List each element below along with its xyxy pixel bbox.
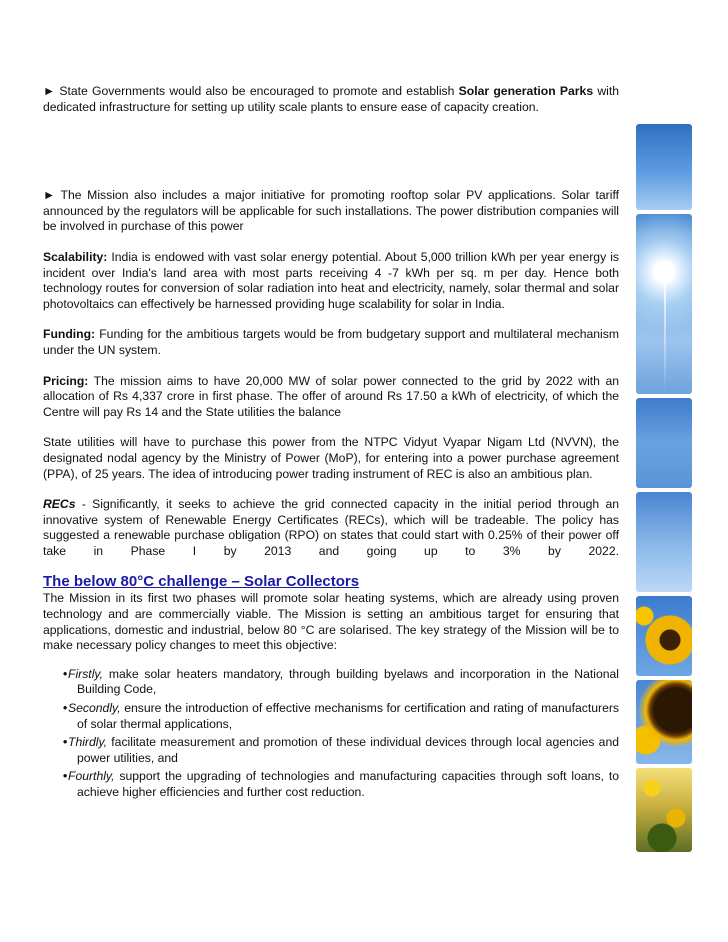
para-funding: Funding: Funding for the ambitious targets would be from budgetary support and multilateral mechanism under the UN system. bbox=[43, 327, 620, 357]
para-section-intro: The Mission in its first two phases will promote solar heating systems, which are already using proven technology and are commercially viable. The Mission is setting an ambitious target for ensuring that applications, domestic and industrial, below 80 °C are solarised. The key strategy of the Mission will be to make necessary policy changes to meet this objective: bbox=[43, 591, 619, 653]
list-item: • Secondly, ensure the introduction of effective mechanisms for certification and rating of manufacturers of solar thermal applications, bbox=[63, 701, 619, 731]
sunflower-photo-tile bbox=[636, 680, 692, 764]
list-item: • Fourthly, support the upgrading of technologies and manufacturing capacities through soft loans, to achieve higher efficiencies and further cost reduction. bbox=[63, 769, 619, 799]
section-heading-solar-collectors[interactable]: The below 80°C challenge – Solar Collectors bbox=[43, 573, 360, 591]
para-pricing: Pricing: The mission aims to have 20,000 MW of solar power connected to the grid by 2022 with an allocation of Rs 4,337 crore in first phase. The offer of around Rs 17.50 a kWh of electricity, of which the Centre will pay Rs 14 and the State utilities the balance bbox=[43, 373, 619, 419]
list-item: • Thirdly, facilitate measurement and promotion of these individual devices through local agencies and power utilities, and bbox=[63, 735, 619, 765]
para-scalability: Scalability: India is endowed with vast solar energy potential. About 5,000 trillion kWh per year energy is incident over India's land area with most parts receiving 4 -7 kWh per sq. m per day. Hence both technology routes for conversion of solar radiation into heat and electricity, namely, solar thermal and solar photovoltaics can effectively be harnessed providing huge scalability for solar in India. bbox=[43, 249, 619, 311]
sun-flare-decoration bbox=[664, 274, 666, 394]
arrow-bullet-icon: ► bbox=[43, 188, 56, 203]
para-state-utilities: State utilities will have to purchase this power from the NTPC Vidyut Vyapar Nigam Ltd (NVVN), the designated nodal agency by the Ministry of Power (MoP), for entering into a power purchase agreement (PPA), of 25 years. The idea of introducing power trading instrument of REC is also an ambitious plan. bbox=[43, 435, 619, 481]
sky-photo-tile bbox=[636, 124, 692, 210]
para-rooftop: ► The Mission also includes a major initiative for promoting rooftop solar PV applications. Solar tariff announced by the regulators will be applicable for such installations. The power distribution companies will be involved in purchase of this power bbox=[43, 188, 619, 234]
list-item: • Firstly, make solar heaters mandatory, through building byelaws and incorporation in the National Building Code, bbox=[63, 666, 620, 697]
field-photo-tile bbox=[636, 768, 692, 852]
sunflower-photo-tile bbox=[636, 596, 692, 676]
bullet-icon: • bbox=[63, 769, 68, 784]
para-recs: RECs - Significantly, it seeks to achieve the grid connected capacity in the initial period through an innovative system of Renewable Energy Certificates (RECs), which will be tradeable. The policy has suggested a renewable purchase obligation (RPO) on states that could start with 0.25% of their power off take in Phase I by 2013 and going up to 3% by 2022. bbox=[43, 497, 619, 558]
bullet-icon: • bbox=[63, 666, 68, 681]
arrow-bullet-icon: ► bbox=[43, 84, 56, 98]
document-body bbox=[43, 84, 619, 804]
sky-photo-tile bbox=[636, 492, 692, 592]
bullet-icon: • bbox=[63, 735, 68, 750]
para-solar-parks: ► State Governments would also be encouraged to promote and establish Solar generation Parks with dedicated infrastructure for setting up utility scale plants to ensure ease of capacity creation. bbox=[43, 84, 620, 114]
sky-photo-tile bbox=[636, 398, 692, 488]
strategy-list bbox=[43, 667, 619, 801]
bullet-icon: • bbox=[63, 701, 68, 716]
